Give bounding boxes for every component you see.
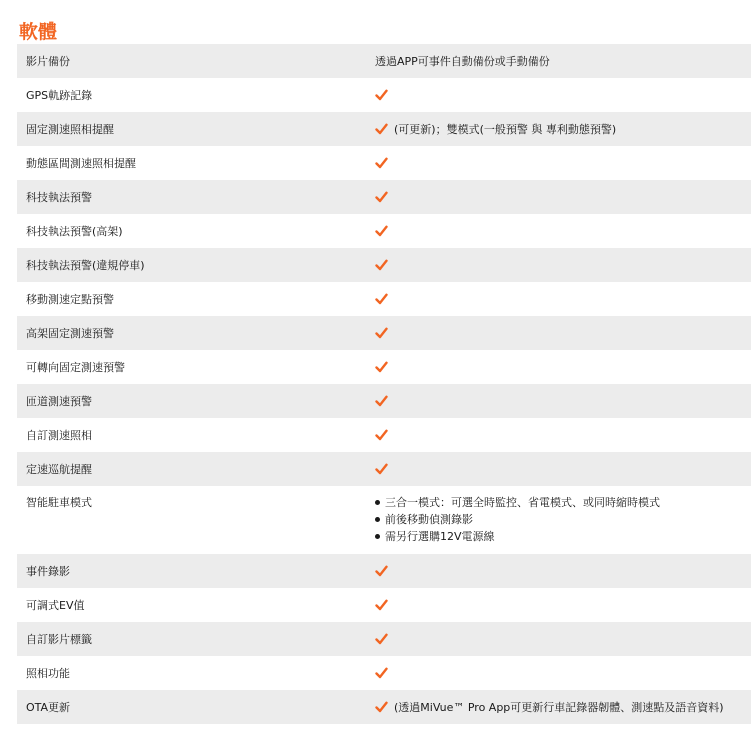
table-row [17, 282, 751, 316]
feature-label: 自訂測速照相 [26, 428, 92, 442]
table-row [17, 78, 751, 112]
feature-value-text: (透過MiVue™ Pro App可更新行車記錄器韌體、測速點及語音資料) [394, 700, 724, 714]
checkmark-icon [375, 633, 388, 645]
checkmark-icon [375, 395, 388, 407]
feature-label: 自訂影片標籤 [26, 632, 92, 646]
feature-value [367, 293, 751, 305]
feature-value [367, 191, 751, 203]
feature-label: 移動測速定點預警 [26, 292, 114, 306]
bullet-text: 三合一模式：可選全時監控、省電模式、或同時縮時模式 [385, 496, 660, 509]
feature-label: 科技執法預警(違規停車) [26, 258, 145, 272]
feature-value [367, 395, 751, 407]
table-row [17, 656, 751, 690]
table-row [17, 180, 751, 214]
bullet-item [375, 494, 660, 511]
feature-value [367, 121, 751, 138]
checkmark-icon [375, 259, 388, 271]
table-row [17, 112, 751, 146]
feature-value [367, 699, 751, 716]
table-row [17, 214, 751, 248]
table-row [17, 452, 751, 486]
table-row [17, 622, 751, 656]
checkmark-icon [375, 225, 388, 237]
table-row [17, 248, 751, 282]
feature-label: 照相功能 [26, 666, 70, 680]
table-row [17, 350, 751, 384]
feature-value-text: (可更新)；雙模式(一般預警 與 專利動態預警) [394, 122, 617, 136]
bullet-dot-icon [375, 500, 380, 505]
feature-value [367, 89, 751, 101]
table-row [17, 554, 751, 588]
feature-value [367, 429, 751, 441]
feature-value [367, 463, 751, 475]
checkmark-icon [375, 123, 388, 135]
checkmark-icon [375, 463, 388, 475]
checkmark-icon [375, 429, 388, 441]
feature-label: 定速巡航提醒 [26, 462, 92, 476]
feature-value-text: 透過APP可事件自動備份或手動備份 [375, 54, 550, 68]
checkmark-icon [375, 667, 388, 679]
feature-label: 科技執法預警(高架) [26, 224, 123, 238]
section-title: 軟體 [19, 21, 58, 43]
bullet-dot-icon [375, 517, 380, 522]
feature-label: GPS軌跡記錄 [26, 88, 93, 102]
checkmark-icon [375, 701, 388, 713]
checkmark-icon [375, 599, 388, 611]
feature-value [367, 599, 751, 611]
table-row [17, 316, 751, 350]
bullet-text: 需另行選購12V電源線 [385, 530, 495, 543]
feature-value [367, 225, 751, 237]
bullet-item [375, 511, 660, 528]
checkmark-icon [375, 565, 388, 577]
bullet-dot-icon [375, 534, 380, 539]
feature-label: 事件錄影 [26, 564, 70, 578]
feature-value [367, 53, 751, 70]
feature-label: 智能駐車模式 [26, 496, 92, 509]
feature-value [367, 565, 751, 577]
feature-value [367, 361, 751, 373]
feature-label: 可轉向固定測速預警 [26, 360, 125, 374]
bullet-list [375, 494, 660, 545]
feature-label: 可調式EV值 [26, 598, 85, 612]
feature-label: 科技執法預警 [26, 190, 92, 204]
table-row [17, 44, 751, 78]
table-row [17, 486, 751, 554]
checkmark-icon [375, 89, 388, 101]
feature-value [367, 259, 751, 271]
feature-value [367, 633, 751, 645]
checkmark-icon [375, 191, 388, 203]
table-row [17, 146, 751, 180]
table-row [17, 418, 751, 452]
checkmark-icon [375, 293, 388, 305]
feature-label: 固定測速照相提醒 [26, 122, 114, 136]
feature-label: 影片備份 [26, 54, 70, 68]
feature-label: 高架固定測速預警 [26, 326, 114, 340]
feature-value [367, 667, 751, 679]
table-row [17, 384, 751, 418]
spec-table [17, 44, 751, 724]
feature-label: 動態區間測速照相提醒 [26, 156, 136, 170]
bullet-text: 前後移動偵測錄影 [385, 513, 473, 526]
table-row [17, 690, 751, 724]
feature-label: 匝道測速預警 [26, 394, 92, 408]
table-row [17, 588, 751, 622]
checkmark-icon [375, 157, 388, 169]
feature-value [367, 327, 751, 339]
feature-value [367, 157, 751, 169]
bullet-item [375, 528, 660, 545]
feature-value [367, 494, 751, 545]
checkmark-icon [375, 327, 388, 339]
feature-label: OTA更新 [26, 700, 71, 714]
checkmark-icon [375, 361, 388, 373]
